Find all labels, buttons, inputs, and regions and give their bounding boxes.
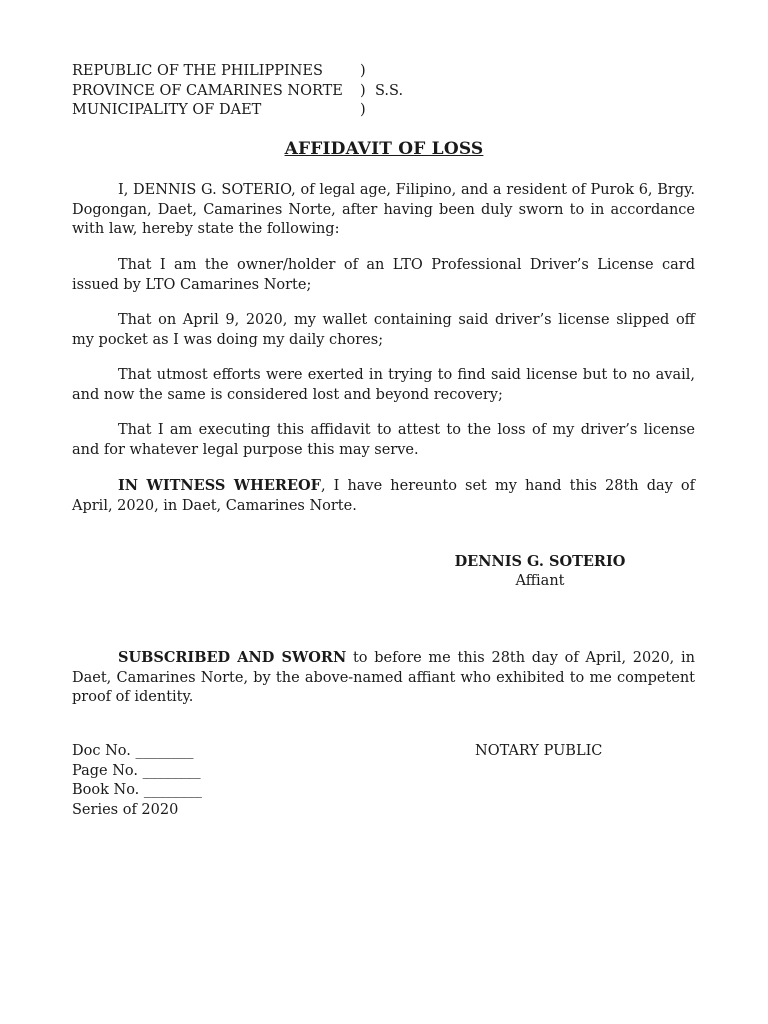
venue-label: REPUBLIC OF THE PHILIPPINES [72, 63, 323, 79]
paragraph-search-efforts: That utmost efforts were exerted in trying to find said license but to no avail, and now the same is considered lost and beyond recovery; [72, 367, 695, 403]
witness-whereof-heading: IN WITNESS WHEREOF [118, 477, 321, 494]
series: Series of 2020 [72, 801, 179, 818]
venue-paren: ) [360, 63, 366, 79]
paragraph-witness-whereof [72, 476, 695, 516]
affiant-name: DENNIS G. SOTERIO [454, 553, 626, 570]
witness-whereof-text: , I have hereunto set my hand this 28th day of April, 2020, in Daet, Camarines Norte. [72, 478, 695, 514]
jurat-heading: SUBSCRIBED AND SWORN [118, 649, 347, 666]
paragraph-license-ownership: That I am the owner/holder of an LTO Professional Driver’s License card issued by LTO Camarines Norte; [72, 257, 695, 293]
paragraph-purpose: That I am executing this affidavit to attest to the loss of my driver’s license and for whatever legal purpose this may serve. [72, 422, 695, 458]
venue-ss: S.S. [375, 82, 404, 99]
venue-paren: ) [360, 82, 366, 99]
venue-paren: ) [360, 102, 366, 118]
notary-public-label: NOTARY PUBLIC [475, 743, 603, 759]
jurat-text: to before me this 28th day of April, 2020, in Daet, Camarines Norte, by the above-named affiant who exhibited to me competent proof of identity. [72, 650, 695, 705]
venue-label: PROVINCE OF CAMARINES NORTE [72, 82, 343, 99]
document-title: AFFIDAVIT OF LOSS [284, 139, 484, 159]
affiant-role: Affiant [515, 572, 565, 589]
page-no: Page No. ________ [72, 762, 201, 779]
doc-no: Doc No. ________ [72, 743, 194, 759]
paragraph-identity: I, DENNIS G. SOTERIO, of legal age, Filipino, and a resident of Purok 6, Brgy. Dogongan, Daet, Camarines Norte, after having been duly sworn to in accordance with law, hereby state the following: [72, 182, 695, 237]
jurat-paragraph [72, 648, 695, 708]
book-no: Book No. ________ [72, 782, 202, 798]
venue-label: MUNICIPALITY OF DAET [72, 102, 262, 118]
notarial-register [72, 742, 202, 820]
affiant-signature-block [440, 552, 640, 591]
paragraph-loss-event: That on April 9, 2020, my wallet containing said driver’s license slipped off my pocket as I was doing my daily chores; [72, 312, 695, 348]
